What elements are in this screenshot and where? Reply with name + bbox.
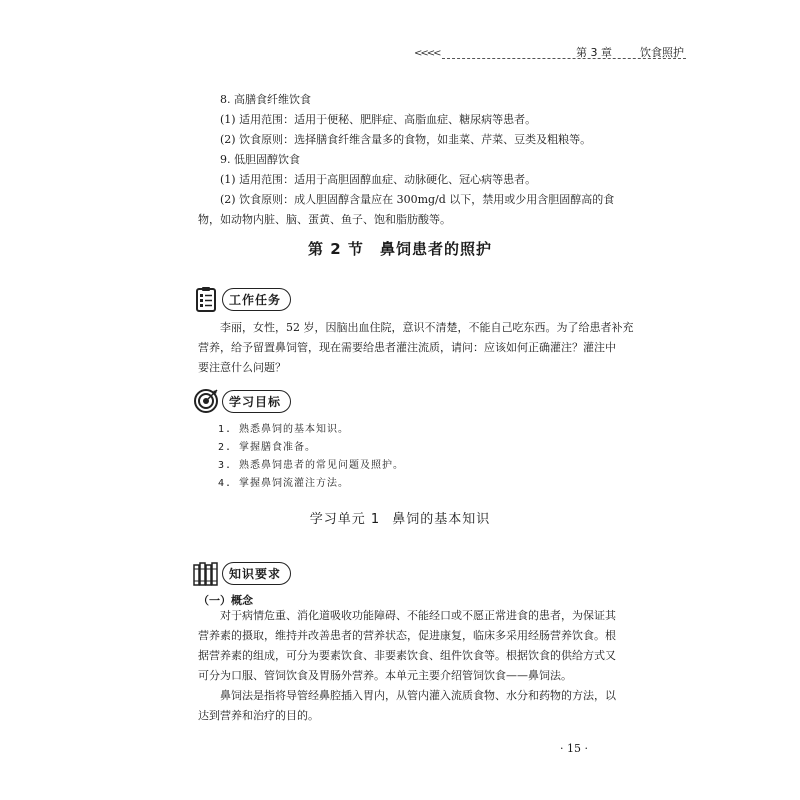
header-chapter-title: 饮食照护 — [640, 46, 684, 59]
unit-name: 鼻饲的基本知识 — [392, 512, 491, 527]
task-text-line: 营养，给予留置鼻饲管，现在需要给患者灌注流质，请问：应该如何正确灌注？灌注中 — [198, 341, 616, 354]
concept-subheading: （一）概念 — [198, 594, 253, 607]
knowledge-text-line: 鼻饲法是指将导管经鼻腔插入胃内，从管内灌入流质食物、水分和药物的方法，以 — [220, 689, 616, 702]
objective-item: 1. 熟悉鼻饲的基本知识。 — [218, 424, 350, 435]
task-badge — [192, 284, 291, 314]
task-text-line: 李丽，女性，52 岁，因脑出血住院，意识不清楚，不能自己吃东西。为了给患者补充 — [220, 321, 634, 334]
target-icon — [192, 387, 220, 415]
page-number: · 15 · — [560, 742, 588, 755]
knowledge-text-line: 达到营养和治疗的目的。 — [198, 709, 319, 722]
objective-item: 3. 熟悉鼻饲患者的常见问题及照护。 — [218, 460, 405, 471]
diet-item-heading: 8. 高膳食纤维饮食 — [220, 93, 311, 106]
task-label: 工作任务 — [222, 288, 291, 311]
diet-item-line: (2) 饮食原则：选择膳食纤维含量多的食物，如韭菜、芹菜、豆类及粗粮等。 — [220, 133, 592, 146]
knowledge-label: 知识要求 — [222, 562, 291, 585]
objective-item: 2. 掌握膳食准备。 — [218, 442, 317, 453]
section-number: 第 2 节 — [308, 240, 364, 258]
diet-item-line: (2) 饮食原则：成人胆固醇含量应在 300mg/d 以下，禁用或少用含胆固醇高的食 — [220, 193, 615, 206]
knowledge-text-line: 据营养素的组成，可分为要素饮食、非要素饮食、组件饮食等。根据饮食的供给方式又 — [198, 649, 616, 662]
clipboard-icon — [192, 285, 220, 313]
knowledge-badge — [192, 558, 291, 588]
diet-item-line: (1) 适用范围：适用于便秘、肥胖症、高脂血症、糖尿病等患者。 — [220, 113, 537, 126]
objectives-label: 学习目标 — [222, 390, 291, 413]
objective-item: 4. 掌握鼻饲流灌注方法。 — [218, 478, 350, 489]
knowledge-text-line: 可分为口服、管饲饮食及胃肠外营养。本单元主要介绍管饲饮食——鼻饲法。 — [198, 669, 572, 682]
running-header — [414, 44, 686, 60]
unit-title — [0, 508, 800, 527]
diet-item-line: (1) 适用范围：适用于高胆固醇血症、动脉硬化、冠心病等患者。 — [220, 173, 537, 186]
diet-item-heading: 9. 低胆固醇饮食 — [220, 153, 300, 166]
diet-item-line: 物，如动物内脏、脑、蛋黄、鱼子、饱和脂肪酸等。 — [198, 213, 451, 226]
section-title — [0, 238, 800, 259]
header-chapter: 第 3 章 — [576, 46, 612, 59]
header-arrows: <<<< — [414, 48, 440, 59]
knowledge-text-line: 营养素的摄取，维持并改善患者的营养状态，促进康复，临床多采用经肠营养饮食。根 — [198, 629, 616, 642]
unit-number: 学习单元 1 — [309, 512, 381, 527]
task-text-line: 要注意什么问题？ — [198, 361, 286, 374]
objectives-badge — [192, 386, 291, 416]
section-name: 鼻饲患者的照护 — [379, 240, 492, 258]
knowledge-text-line: 对于病情危重、消化道吸收功能障碍、不能经口或不愿正常进食的患者，为保证其 — [220, 609, 616, 622]
books-icon — [192, 559, 220, 587]
